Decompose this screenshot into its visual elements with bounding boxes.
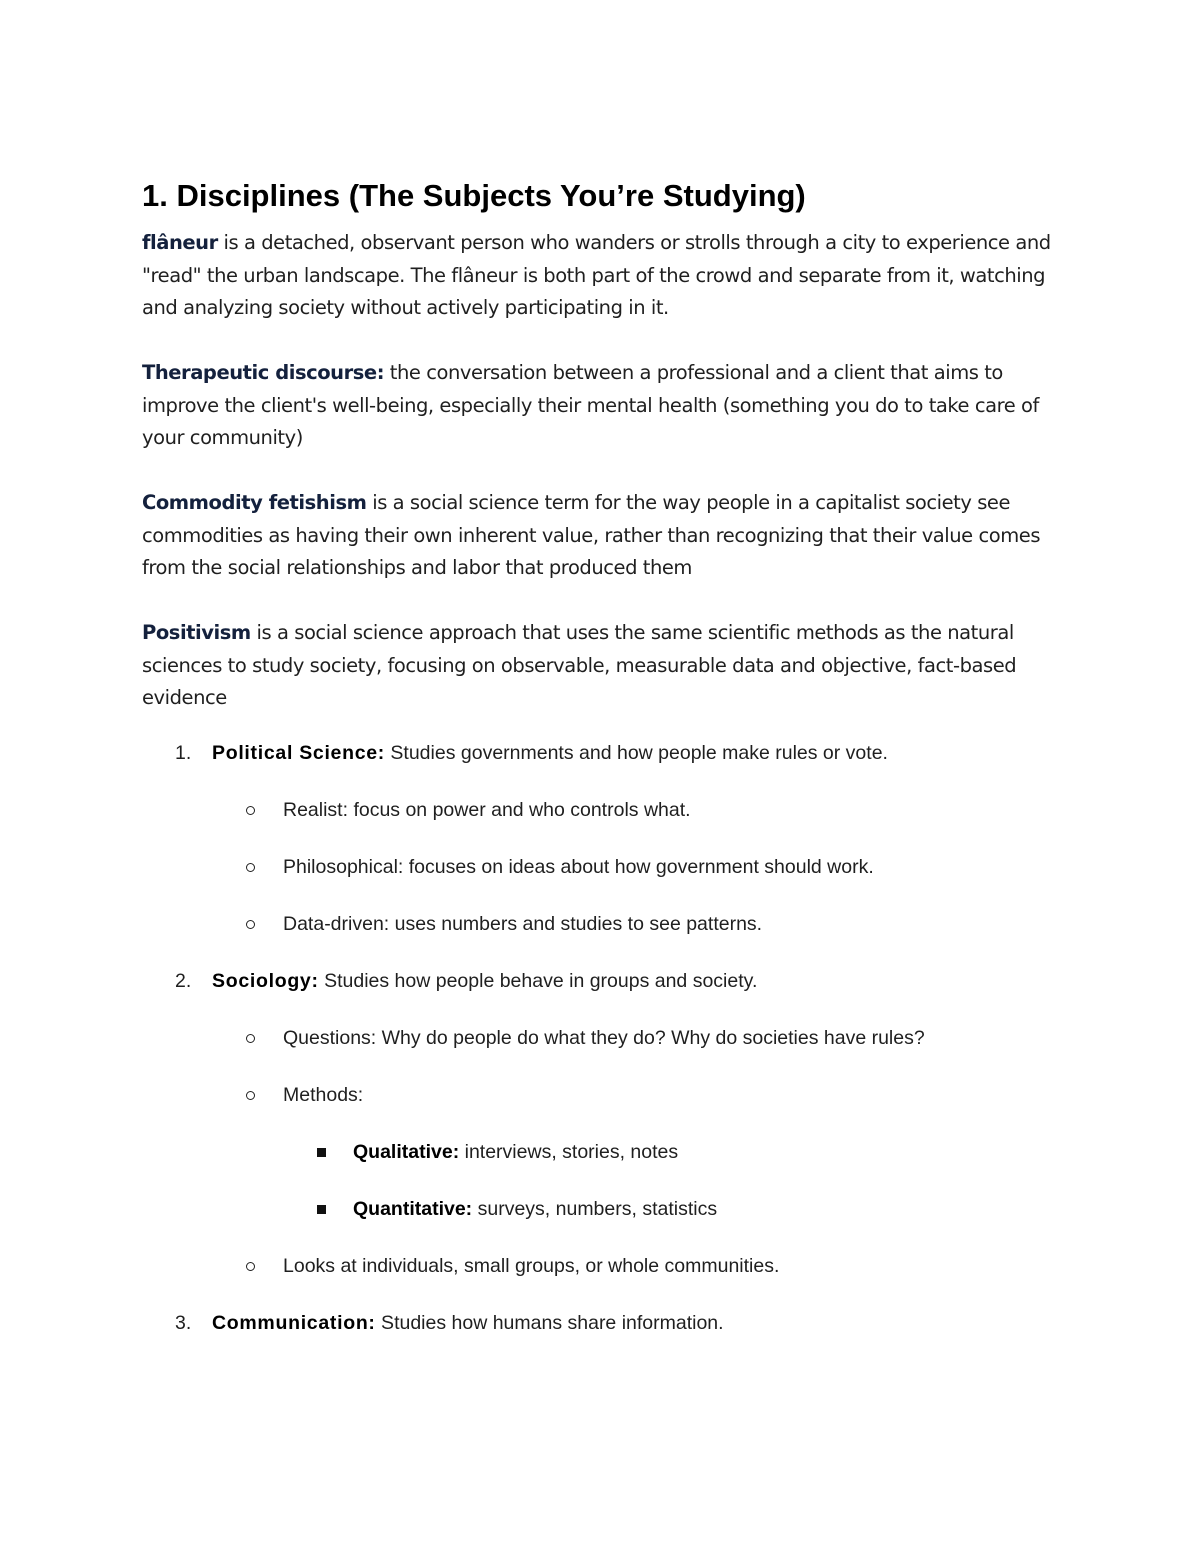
definition-text: is a social science term for the way people in a capitalist society see commodities as having their own inherent value, rather than recognizing that their value comes from the social relationships and labor that produced them: [142, 491, 1041, 580]
hollow-circle-bullet-icon: [246, 1091, 255, 1100]
hollow-circle-bullet-icon: [246, 806, 255, 815]
hollow-circle-bullet-icon: [246, 863, 255, 872]
list-item-text: Studies how humans share information.: [375, 1312, 724, 1334]
definition-flaneur: [142, 227, 1072, 325]
definition-term: Commodity fetishism: [142, 491, 367, 514]
hollow-circle-bullet-icon: [246, 1262, 255, 1271]
section-heading: 1. Disciplines (The Subjects You’re Studying): [142, 178, 806, 213]
definition-therapeutic-discourse: [142, 357, 1072, 455]
definition-text: is a social science approach that uses the same scientific methods as the natural sciences to study society, focusing on observable, measurable data and objective, fact-based evidence: [142, 621, 1017, 710]
list-number: 2.: [175, 970, 192, 992]
definition-text: is a detached, observant person who wanders or strolls through a city to experience and "read" the urban landscape. The flâneur is both part of the crowd and separate from it, watching and analyzing society without actively participating in it.: [142, 231, 1051, 320]
list-item-label: Political Science:: [212, 742, 385, 764]
square-bullet-icon: [317, 1205, 326, 1214]
document-page: 1. Disciplines (The Subjects You’re Studying) flâneur is a detached, observant person who wanders or strolls through a city to experience and "read" the urban landscape. The flâneur is both part of the crowd and separate from it, watching and analyzing society without actively participating in it. Therapeutic discourse: the conversation between a professional and a client that aims to improve the client's well-being, especially their mental health (something you do to take care of your community) Commodity fetishism is a social science term for the way people in a capitalist society see commodities as having their own inherent value, rather than recognizing that their value comes from the social relationships and labor that produced them Positivism is a social science approach that uses the same scientific methods as the natural sciences to study society, focusing on observable, measurable data and objective, fact-based evidence 1. Political Science: Studies governments and how people make rules or vote. Realist: focus on power and who controls what. Philosophical: focuses on ideas about how government should work. Data-driven: uses numbers and studies to see patterns. 2. Sociology: Studies how people behave in groups and society. Questions: Why do people do what they do? Why do societies have rules? Methods: Qualitative: interviews, stories, notes Quantitative: surveys, numbers, statistics Looks at individuals, small groups, or whole communities. 3. Communication: Studies how humans share information.: [0, 0, 1200, 1553]
list-number: 3.: [175, 1312, 192, 1334]
list-item-label: Sociology:: [212, 970, 319, 992]
hollow-circle-bullet-icon: [246, 1034, 255, 1043]
hollow-circle-bullet-icon: [246, 920, 255, 929]
definition-commodity-fetishism: [142, 487, 1072, 585]
definition-term: flâneur: [142, 231, 218, 254]
list-item-text: Studies governments and how people make rules or vote.: [385, 742, 888, 764]
definition-text: the conversation between a professional and a client that aims to improve the client's well-being, especially their mental health (something you do to take care of your community): [142, 361, 1039, 450]
definition-term: Therapeutic discourse:: [142, 361, 385, 384]
square-bullet-icon: [317, 1148, 326, 1157]
list-item-label: Communication:: [212, 1312, 376, 1334]
list-item-text: Studies how people behave in groups and society.: [318, 970, 758, 992]
list-number: 1.: [175, 742, 192, 764]
definition-term: Positivism: [142, 621, 251, 644]
definition-positivism: [142, 617, 1072, 715]
